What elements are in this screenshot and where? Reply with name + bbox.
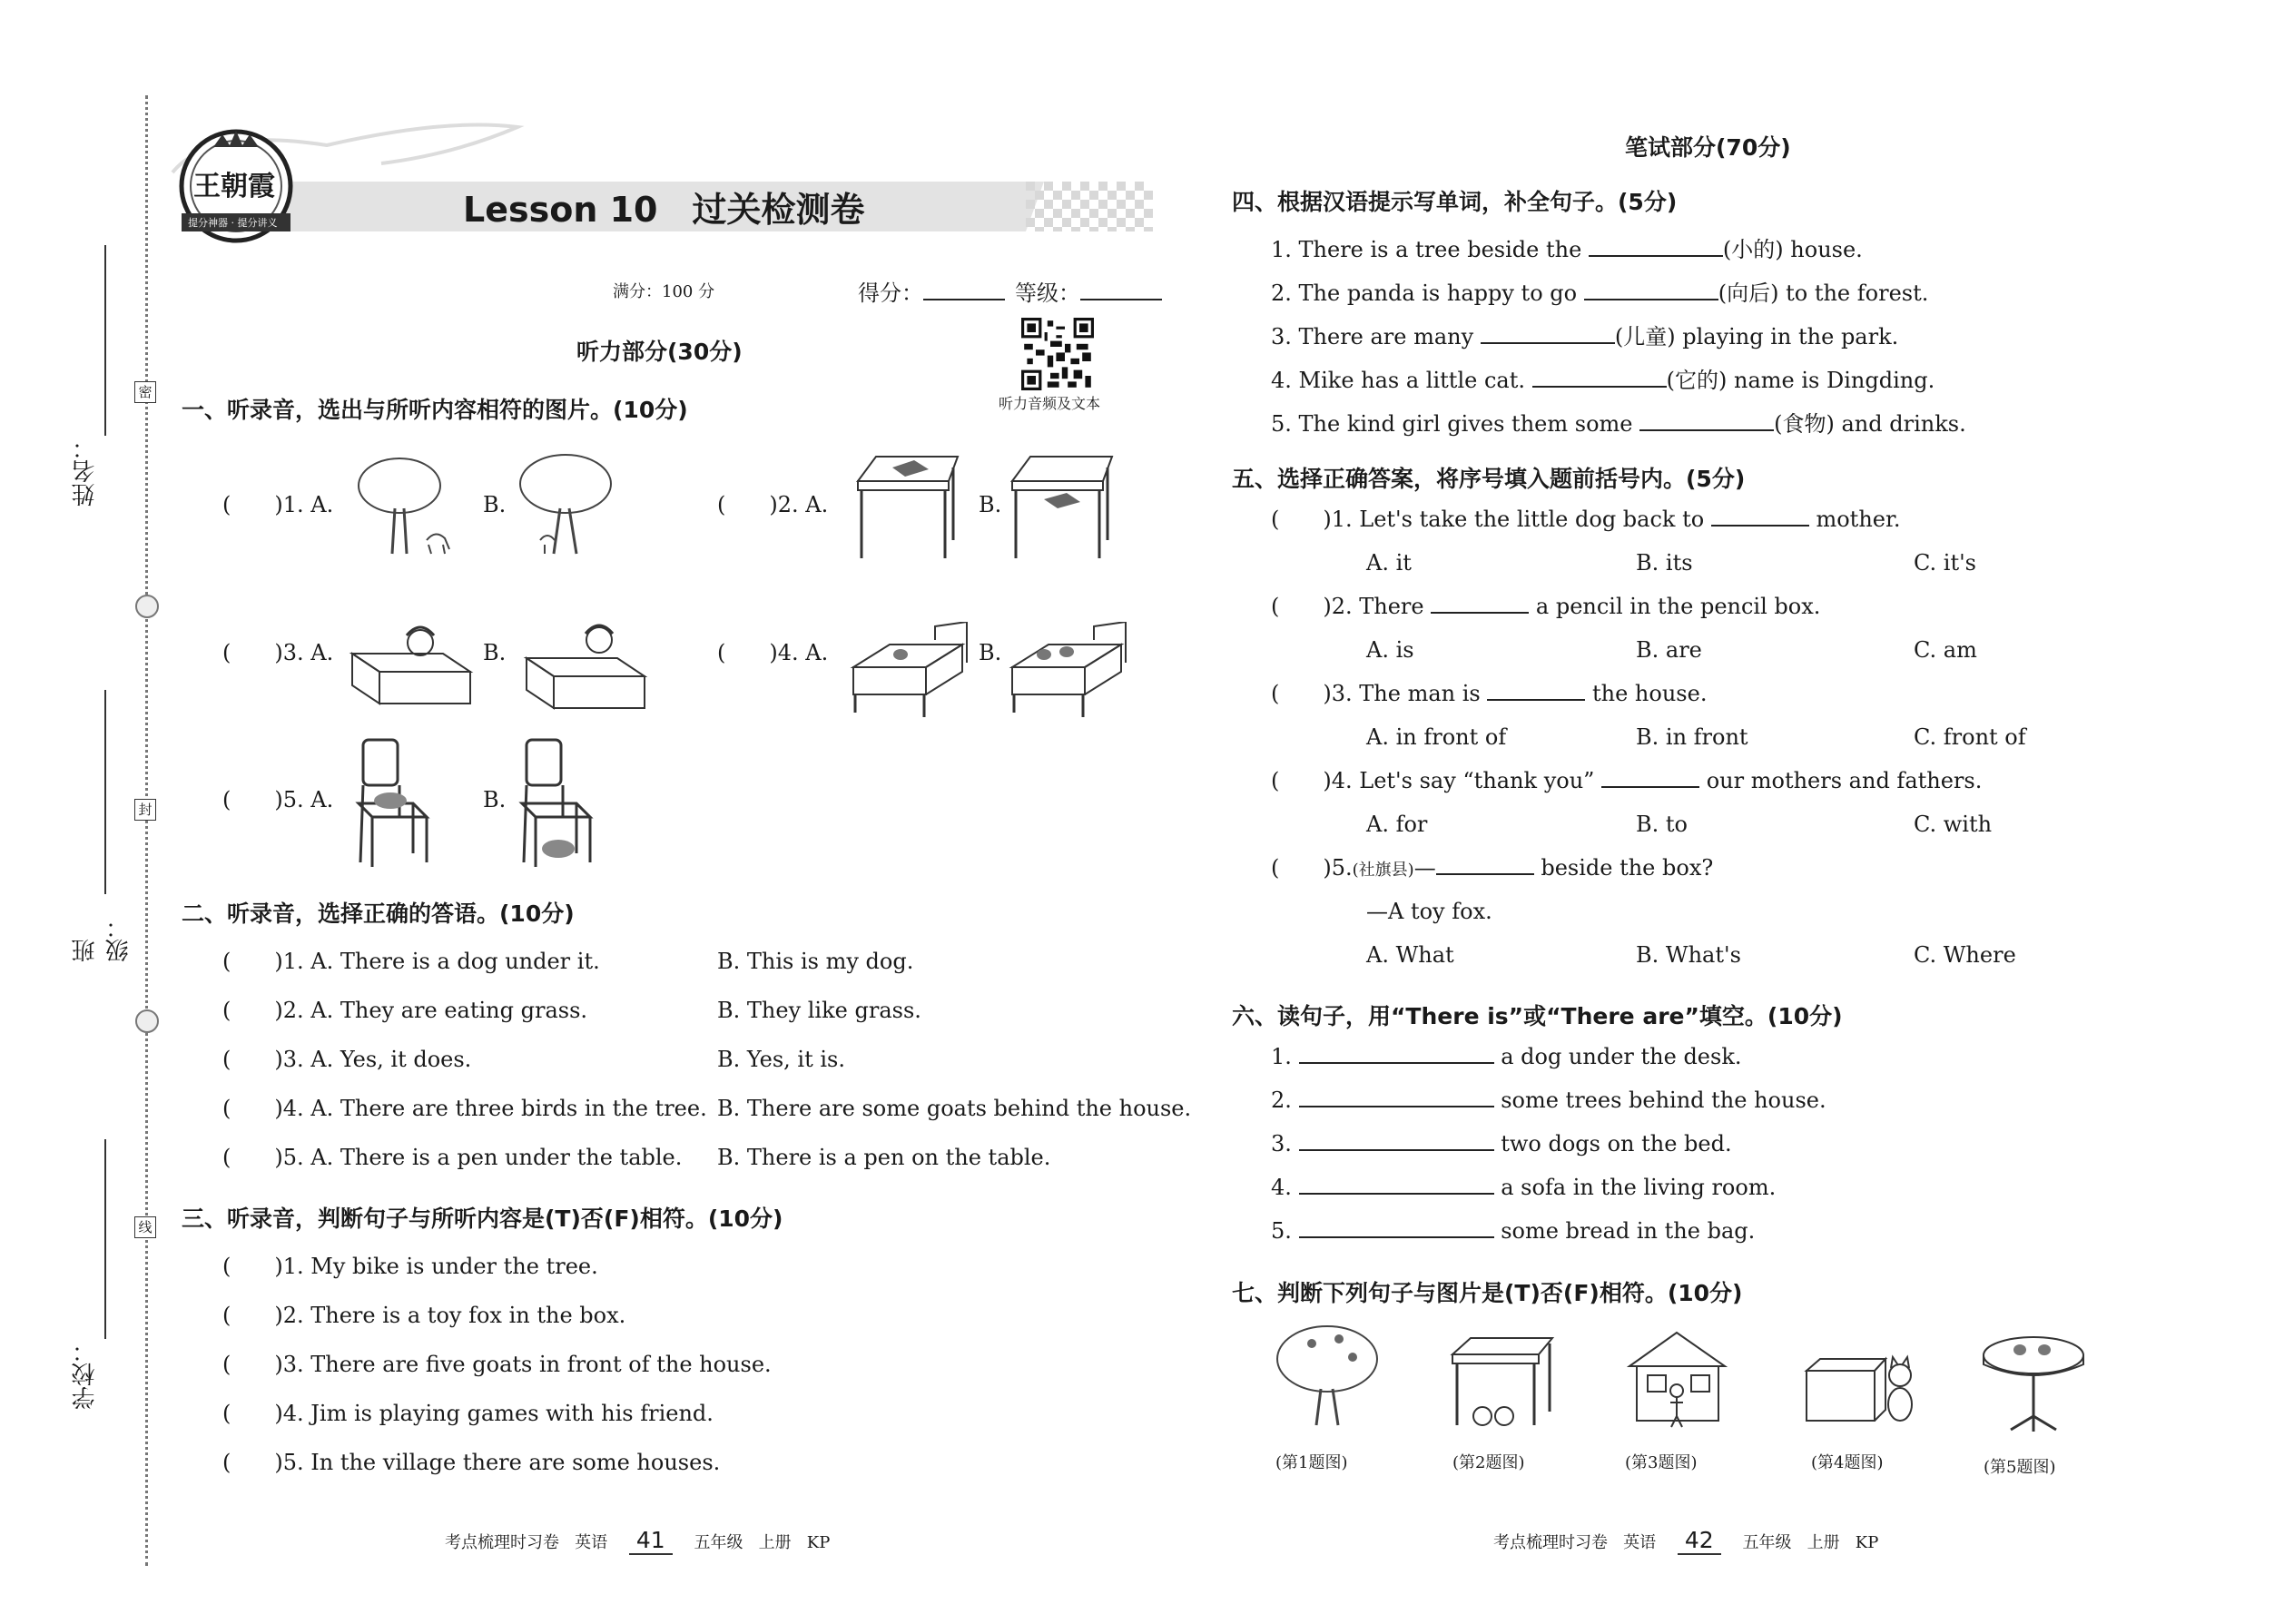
class-line[interactable] [104,690,106,894]
school-label: 学校： [72,1339,99,1410]
answer-paren[interactable]: ( [222,1047,231,1072]
answer-paren[interactable]: ( [717,492,726,517]
s1-item2 [717,492,828,517]
full-score-text: 满分：100 分 [613,282,715,301]
item-number: )4. A. [769,640,829,665]
answer-blank[interactable] [1487,699,1585,701]
s5-item4-opt-c: C. with [1914,812,1993,837]
s7-caption-4: (第4题图) [1811,1453,1884,1472]
s1-item1-b: B. [483,492,507,517]
school-field[interactable] [68,1139,132,1412]
answer-paren[interactable]: ( [1271,768,1280,793]
class-label: 班级： [72,915,133,962]
binding-dotted-line [145,95,148,1566]
answer-paren[interactable]: ( [1271,507,1280,532]
seal-char-feng: 封 [134,799,156,821]
answer-paren[interactable]: ( [222,1145,231,1170]
binding-hole-icon [135,1009,159,1033]
school-line[interactable] [104,1139,106,1339]
section4-heading: 四、根据汉语提示写单词，补全句子。(5分) [1232,189,1678,215]
writing-title: 笔试部分(70分) [1625,134,1791,161]
s6-item5: 5. some bread in the bag. [1271,1218,1756,1244]
grade-field[interactable] [1015,275,1162,307]
answer-blank[interactable] [1431,612,1529,614]
s3-item4: ( )4. Jim is playing games with his friend. [222,1401,714,1426]
s2-item1: ( )1. A. There is a dog under it. [222,949,600,974]
s2-item3: ( )3. A. Yes, it does. [222,1047,472,1072]
answer-blank[interactable] [1299,1236,1494,1238]
s7-pic1-tree-birds [1271,1321,1384,1430]
girl-in-box-picture [343,617,479,708]
footer-left: 考点梳理时习卷 英语 41 五年级 上册 KP [445,1527,831,1553]
bed-cat-on-picture [844,622,971,722]
s7-caption-3: (第3题图) [1625,1453,1698,1472]
chair-cat-under-picture [513,735,604,867]
s5-item2-opt-a: A. is [1366,637,1414,663]
s5-item5-opt-a: A. What [1366,942,1454,968]
section3-heading: 三、听录音，判断句子与所听内容是(T)否(F)相符。(10分) [182,1206,783,1232]
s5-item3-opt-b: B. in front [1636,724,1748,750]
answer-paren[interactable]: ( [222,787,231,812]
binding-hole-icon [135,595,159,618]
s1-item3 [222,640,333,665]
page-number-left: 41 [629,1527,673,1555]
qr-code-icon[interactable] [1021,318,1094,390]
s6-item2: 2. some trees behind the house. [1271,1088,1826,1113]
s4-item1: 1. There is a tree beside the (小的) house. [1271,237,1863,262]
s4-item5: 5. The kind girl gives them some (食物) and drinks. [1271,411,1966,437]
s3-item3: ( )3. There are five goats in front of the house. [222,1352,772,1377]
answer-blank[interactable] [1299,1149,1494,1151]
s2-item2: ( )2. A. They are eating grass. [222,998,588,1023]
answer-blank[interactable] [1711,525,1809,527]
answer-paren[interactable]: ( [222,949,231,974]
answer-paren[interactable]: ( [222,1401,231,1426]
s1-item1 [222,492,333,517]
bed-cats-picture [1003,622,1130,722]
answer-paren[interactable]: ( [222,640,231,665]
s7-pic5-round-table [1979,1330,2088,1434]
brand-logo [177,127,295,245]
s3-item2: ( )2. There is a toy fox in the box. [222,1303,626,1328]
answer-paren[interactable]: ( [717,640,726,665]
s5-item4-opt-a: A. for [1366,812,1428,837]
s1-item5-b: B. [483,787,507,812]
s2-item3-b: B. Yes, it is. [717,1047,845,1072]
answer-blank[interactable] [1532,386,1667,388]
answer-blank[interactable] [1299,1106,1494,1107]
s5-item2: ( )2. There a pencil in the pencil box. [1271,594,1821,619]
answer-paren[interactable]: ( [222,1254,231,1279]
brand-name: 王朝霞 [193,171,275,202]
s5-item2-opt-b: B. are [1636,637,1702,663]
page-title: Lesson 10 过关检测卷 [463,190,865,230]
answer-blank[interactable] [1436,873,1534,875]
answer-paren[interactable]: ( [222,998,231,1023]
item-number: )2. A. [769,492,829,517]
name-field[interactable] [68,245,132,517]
s6-item3: 3. two dogs on the bed. [1271,1131,1732,1156]
answer-blank[interactable] [1639,429,1774,431]
item-number: )3. A. [274,640,334,665]
answer-paren[interactable]: ( [222,1450,231,1475]
s1-item4 [717,640,828,665]
table-book-on-picture [849,449,962,563]
footer-right: 考点梳理时习卷 英语 42 五年级 上册 KP [1493,1527,1879,1553]
answer-blank[interactable] [1601,786,1699,788]
answer-blank[interactable] [1481,342,1615,344]
answer-blank[interactable] [1299,1062,1494,1064]
s1-item5 [222,787,333,812]
name-line[interactable] [104,245,106,436]
s6-item4: 4. a sofa in the living room. [1271,1175,1777,1200]
s5-item5-opt-b: B. What's [1636,942,1741,968]
s7-caption-1: (第1题图) [1275,1453,1348,1472]
s7-pic4-box-cat [1802,1348,1920,1430]
answer-blank[interactable] [1299,1193,1494,1195]
chair-cat-on-picture [350,735,440,867]
section7-heading: 七、判断下列句子与图片是(T)否(F)相符。(10分) [1232,1280,1743,1306]
answer-paren[interactable]: ( [222,1352,231,1377]
grade-label: 等级： [1015,281,1080,306]
grade-blank[interactable] [1080,299,1162,300]
section2-heading: 二、听录音，选择正确的答语。(10分) [182,901,575,927]
brand-tagline: 提分神器 · 提分讲义 [188,217,278,229]
s5-item4-opt-b: B. to [1636,812,1688,837]
item-number: )1. A. [274,492,334,517]
tree-with-dog-picture [354,454,463,558]
s2-item4: ( )4. A. There are three birds in the tree. [222,1096,707,1121]
s5-item5-opt-c: C. Where [1914,942,2016,968]
s7-pic3-house-boy [1620,1325,1734,1430]
s5-item4: ( )4. Let's say “thank you” our mothers and fathers. [1271,768,1983,793]
listening-title: 听力部分(30分) [576,339,743,365]
s5-item1-opt-b: B. its [1636,550,1693,576]
s4-item3: 3. There are many (儿童) playing in the park. [1271,324,1899,349]
section5-heading: 五、选择正确答案，将序号填入题前括号内。(5分) [1232,466,1746,492]
s4-item2: 2. The panda is happy to go (向后) to the forest. [1271,281,1929,306]
answer-paren[interactable]: ( [1271,681,1280,706]
answer-paren[interactable]: ( [1271,855,1280,881]
answer-paren[interactable]: ( [1271,594,1280,619]
section1-heading: 一、听录音，选出与所听内容相符的图片。(10分) [182,397,688,423]
seal-char-xian: 线 [134,1216,156,1238]
s5-item5: ( )5.(社旗县)— beside the box? [1271,855,1714,881]
s5-item3-opt-c: C. front of [1914,724,2026,750]
s5-item1-opt-c: C. it's [1914,550,1976,576]
s5-item3: ( )3. The man is the house. [1271,681,1708,706]
s5-item1-opt-a: A. it [1366,550,1412,576]
item-number: )5. A. [274,787,334,812]
s2-item5-b: B. There is a pen on the table. [717,1145,1051,1170]
score-field[interactable] [858,275,1005,307]
qr-caption: 听力音频及文本 [999,395,1101,412]
seal-char-mi: 密 [134,381,156,403]
section6-heading: 六、读句子，用“There is”或“There are”填空。(10分) [1232,1003,1843,1029]
s1-item2-b: B. [979,492,1002,517]
s3-item5: ( )5. In the village there are some houses. [222,1450,721,1475]
s7-caption-2: (第2题图) [1452,1453,1525,1472]
s3-item1: ( )1. My bike is under the tree. [222,1254,598,1279]
s2-item4-b: B. There are some goats behind the house. [717,1096,1192,1121]
answer-blank[interactable] [1589,255,1723,257]
s5-item1: ( )1. Let's take the little dog back to mother. [1271,507,1901,532]
class-field[interactable] [68,690,132,962]
s2-item2-b: B. They like grass. [717,998,921,1023]
s5-item3-opt-a: A. in front of [1366,724,1507,750]
answer-paren[interactable]: ( [222,492,231,517]
table-book-under-picture [1003,449,1117,563]
s6-item1: 1. a dog under the desk. [1271,1044,1742,1069]
s7-caption-5: (第5题图) [1984,1458,2056,1477]
score-label: 得分： [858,281,923,306]
girl-behind-box-picture [517,617,654,713]
page-number-right: 42 [1678,1527,1721,1555]
answer-blank[interactable] [1584,299,1718,300]
s4-item4: 4. Mike has a little cat. (它的) name is Dingding. [1271,368,1935,393]
s5-item5-answer: —A toy fox. [1366,899,1492,924]
s2-item1-b: B. This is my dog. [717,949,914,974]
s5-item2-opt-c: C. am [1914,637,1977,663]
score-blank[interactable] [923,299,1005,300]
s2-item5: ( )5. A. There is a pen under the table. [222,1145,683,1170]
answer-paren[interactable]: ( [222,1096,231,1121]
s1-item3-b: B. [483,640,507,665]
s1-item4-b: B. [979,640,1002,665]
s7-pic2-table-balls [1448,1334,1557,1430]
name-label: 姓名： [72,436,99,507]
answer-paren[interactable]: ( [222,1303,231,1328]
tree-picture [513,449,617,558]
